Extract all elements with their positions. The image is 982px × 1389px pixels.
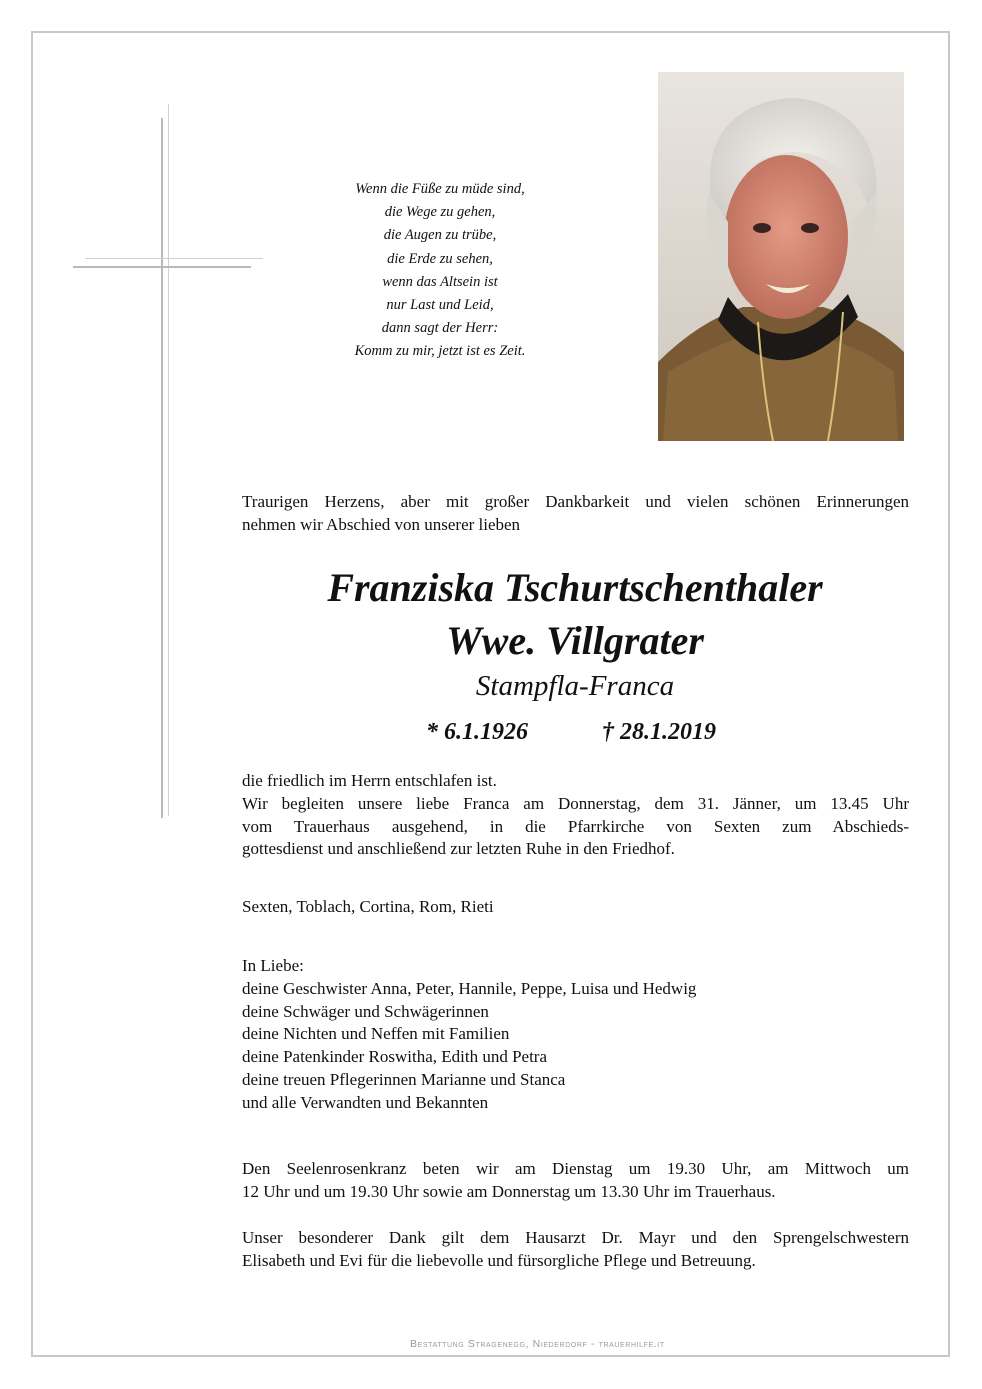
thanks-notice	[242, 1227, 909, 1273]
list-item: deine Geschwister Anna, Peter, Hannile, Peppe, Luisa und Hedwig	[242, 978, 697, 998]
thanks-line: Elisabeth und Evi für die liebevolle und fürsorgliche Pflege und Betreuung.	[242, 1250, 756, 1270]
poem-line: wenn das Altsein ist	[382, 273, 498, 290]
rosary-notice	[242, 1158, 909, 1204]
funeral-announcement	[242, 770, 909, 861]
birth-date: * 6.1.1926	[426, 719, 528, 745]
footer-credit: Bestattung Stragenegg, Niederdorf - trauerhilfe.it	[410, 1338, 665, 1350]
poem-line: die Wege zu gehen,	[384, 204, 496, 221]
mourners-list	[242, 955, 909, 1115]
places: Sexten, Toblach, Cortina, Rom, Rieti	[242, 897, 494, 916]
announcement-line: Wir begleiten unsere liebe Franca am Donnerstag, dem 31. Jänner, um 13.45 Uhr	[242, 793, 909, 813]
announcement-line: vom Trauerhaus ausgehend, in die Pfarrkirche von Sexten zum Abschieds-	[242, 816, 909, 836]
list-item: deine Nichten und Neffen mit Familien	[242, 1024, 510, 1044]
death-date: † 28.1.2019	[602, 719, 716, 745]
intro-line: Traurigen Herzens, aber mit großer Dankbarkeit und vielen schönen Erinnerungen	[242, 492, 909, 511]
intro-line: nehmen wir Abschied von unserer lieben	[242, 514, 521, 534]
rosary-line: 12 Uhr und um 19.30 Uhr sowie am Donnerstag um 13.30 Uhr im Trauerhaus.	[242, 1181, 776, 1201]
poem-line: nur Last und Leid,	[386, 297, 494, 314]
intro-text	[242, 491, 909, 537]
deceased-nickname: Stampfla-Franca	[475, 670, 675, 702]
poem-line: die Erde zu sehen,	[387, 250, 493, 267]
list-item: deine treuen Pflegerinnen Marianne und Stanca	[242, 1069, 566, 1089]
portrait-photo	[658, 72, 904, 441]
poem-line: die Augen zu trübe,	[383, 227, 497, 244]
list-item: und alle Verwandten und Bekannten	[242, 1092, 489, 1112]
deceased-name: Franziska Tschurtschenthaler	[327, 565, 823, 610]
thanks-line: Unser besonderer Dank gilt dem Hausarzt Dr. Mayr und den Sprengelschwestern	[242, 1228, 909, 1247]
rosary-line: Den Seelenrosenkranz beten wir am Dienstag um 19.30 Uhr, am Mittwoch um	[242, 1159, 909, 1178]
poem-line: Komm zu mir, jetzt ist es Zeit.	[354, 343, 526, 360]
list-item: In Liebe:	[242, 956, 304, 975]
announcement-line: gottesdienst und anschließend zur letzten Ruhe in den Friedhof.	[242, 839, 675, 859]
announcement-line: die friedlich im Herrn entschlafen ist.	[242, 771, 497, 790]
deceased-married-name: Wwe. Villgrater	[446, 618, 704, 663]
list-item: deine Patenkinder Roswitha, Edith und Petra	[242, 1047, 547, 1067]
poem-line: Wenn die Füße zu müde sind,	[355, 181, 525, 197]
poem-line: dann sagt der Herr:	[381, 320, 499, 337]
poem	[320, 178, 560, 364]
list-item: deine Schwäger und Schwägerinnen	[242, 1001, 489, 1021]
